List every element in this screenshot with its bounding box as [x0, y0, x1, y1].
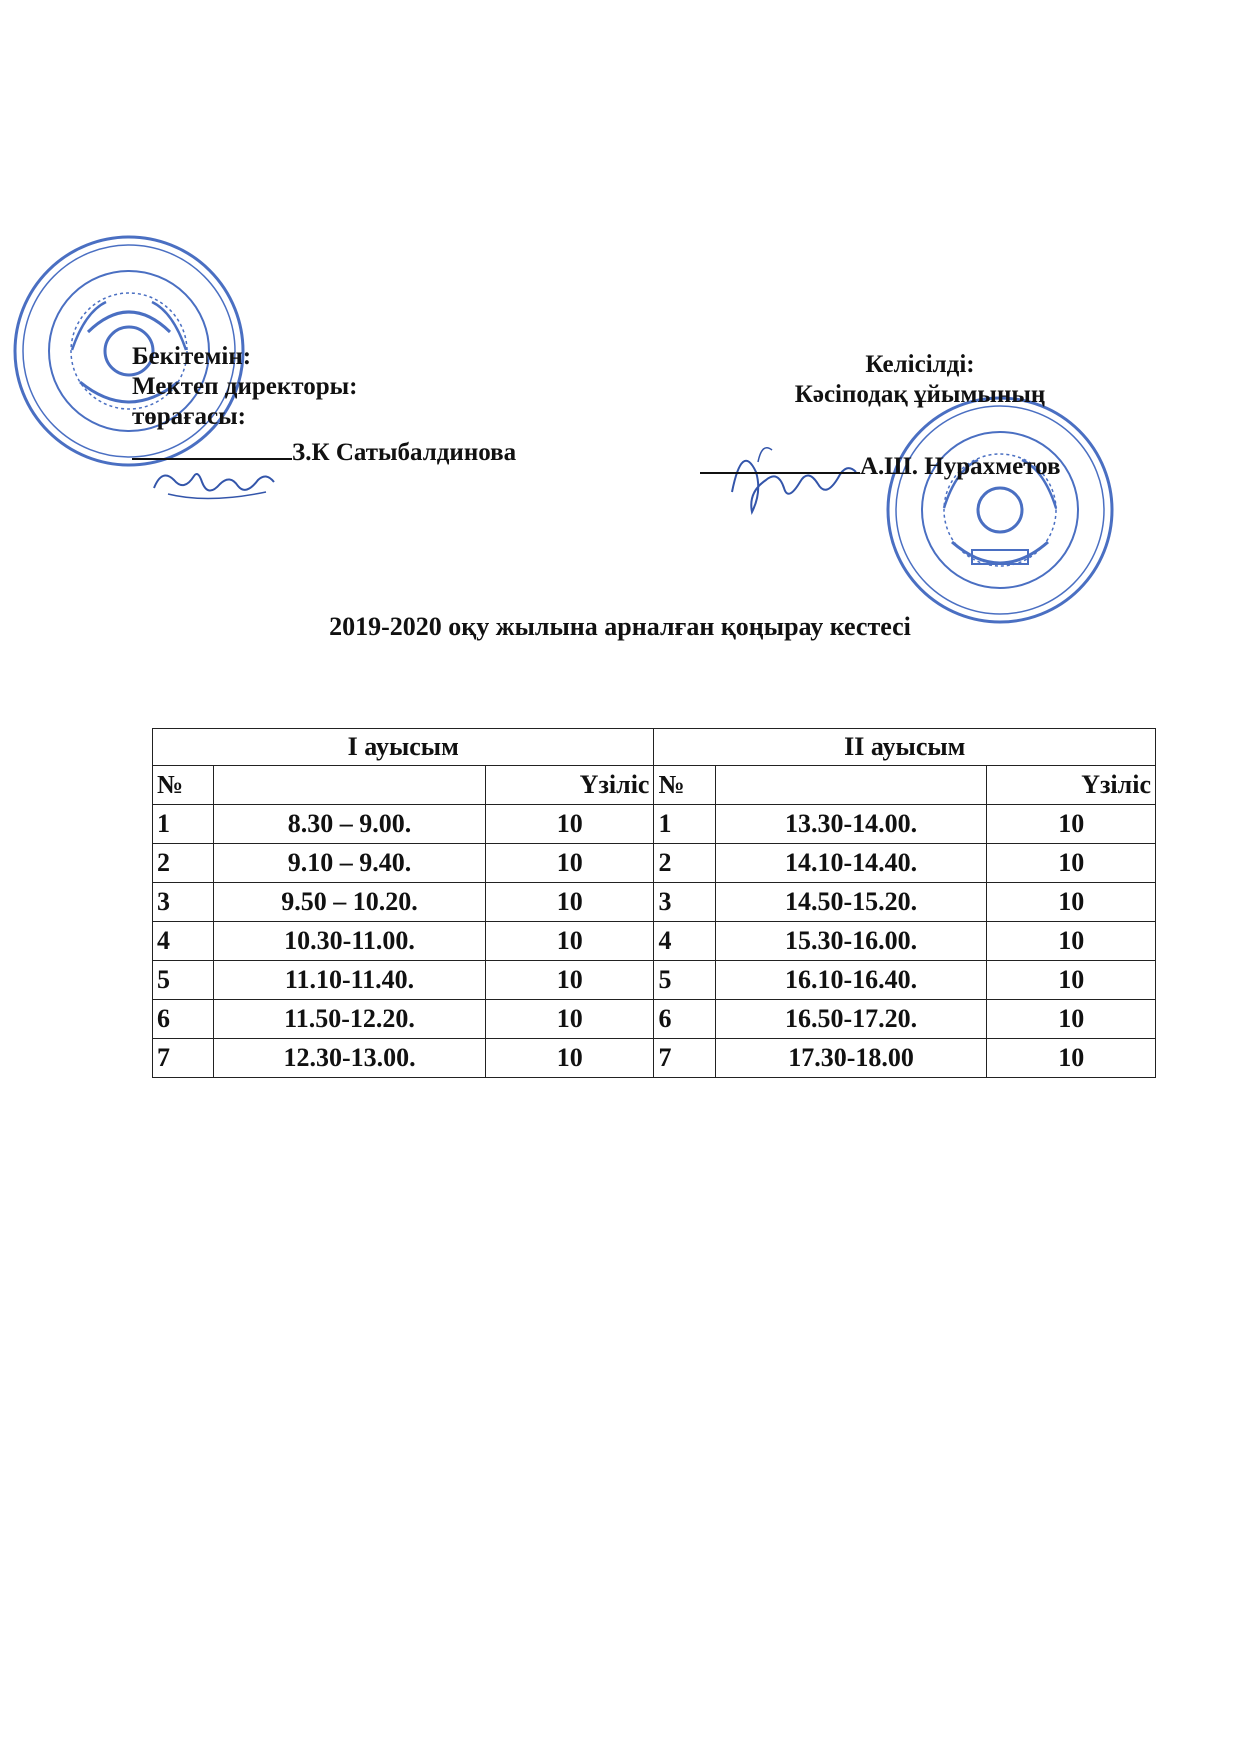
agree-position: Кәсіподақ ұйымының [794, 381, 1046, 408]
lesson-number: 4 [153, 922, 214, 961]
lesson-number: 5 [153, 961, 214, 1000]
lesson-time: 10.30-11.00. [214, 922, 486, 961]
lesson-number: 1 [153, 805, 214, 844]
document-title: 2019-2020 оқу жылына арналған қоңырау кестесі [329, 612, 911, 641]
lesson-number: 6 [654, 1000, 715, 1039]
lesson-time: 16.50-17.20. [715, 1000, 987, 1039]
break-minutes: 10 [987, 1000, 1156, 1039]
approve-position-line2: төрағасы: [132, 403, 246, 430]
break-minutes: 10 [987, 922, 1156, 961]
num-header: № [654, 766, 715, 805]
table-row [153, 883, 1156, 922]
table-row [153, 922, 1156, 961]
bell-schedule-table [152, 728, 1156, 1078]
shift-1-header: І ауысым [153, 729, 654, 766]
approve-position-line1: Мектеп директоры: [132, 373, 358, 400]
lesson-time: 8.30 – 9.00. [214, 805, 486, 844]
num-header: № [153, 766, 214, 805]
lesson-time: 12.30-13.00. [214, 1039, 486, 1078]
signature-blank [700, 446, 860, 474]
column-header-row [153, 766, 1156, 805]
table-row [153, 1000, 1156, 1039]
approve-label: Бекітемін: [132, 343, 252, 370]
signature-blank [132, 432, 292, 460]
lesson-time: 11.50-12.20. [214, 1000, 486, 1039]
table-row [153, 844, 1156, 883]
lesson-time: 9.50 – 10.20. [214, 883, 486, 922]
break-minutes: 10 [987, 961, 1156, 1000]
lesson-number: 2 [153, 844, 214, 883]
lesson-time: 11.10-11.40. [214, 961, 486, 1000]
shift-header-row [153, 729, 1156, 766]
break-minutes: 10 [987, 805, 1156, 844]
lesson-time: 9.10 – 9.40. [214, 844, 486, 883]
lesson-number: 1 [654, 805, 715, 844]
break-header: Үзіліс [485, 766, 654, 805]
agree-signatory: А.Ш. Нурахметов [860, 453, 1061, 480]
approval-block [132, 342, 516, 468]
lesson-time: 14.10-14.40. [715, 844, 987, 883]
approve-signature-line [132, 432, 516, 468]
lesson-number: 2 [654, 844, 715, 883]
break-minutes: 10 [987, 1039, 1156, 1078]
agreement-block [700, 350, 1140, 482]
break-minutes: 10 [987, 883, 1156, 922]
break-minutes: 10 [485, 1000, 654, 1039]
lesson-number: 3 [153, 883, 214, 922]
break-minutes: 10 [485, 922, 654, 961]
table-row [153, 961, 1156, 1000]
break-minutes: 10 [485, 1039, 654, 1078]
lesson-time: 13.30-14.00. [715, 805, 987, 844]
lesson-number: 7 [153, 1039, 214, 1078]
lesson-time: 17.30-18.00 [715, 1039, 987, 1078]
lesson-number: 4 [654, 922, 715, 961]
approve-signatory: З.К Сатыбалдинова [292, 439, 517, 466]
lesson-time: 14.50-15.20. [715, 883, 987, 922]
break-minutes: 10 [485, 883, 654, 922]
lesson-number: 5 [654, 961, 715, 1000]
break-minutes: 10 [987, 844, 1156, 883]
break-minutes: 10 [485, 961, 654, 1000]
lesson-time: 16.10-16.40. [715, 961, 987, 1000]
lesson-number: 3 [654, 883, 715, 922]
shift-2-header: ІІ ауысым [654, 729, 1156, 766]
lesson-number: 6 [153, 1000, 214, 1039]
table-row [153, 805, 1156, 844]
table-row [153, 1039, 1156, 1078]
agree-signature-line [700, 446, 1140, 482]
lesson-number: 7 [654, 1039, 715, 1078]
break-minutes: 10 [485, 805, 654, 844]
break-header: Үзіліс [987, 766, 1156, 805]
time-header [214, 766, 486, 805]
agree-label: Келісілді: [865, 351, 975, 378]
lesson-time: 15.30-16.00. [715, 922, 987, 961]
break-minutes: 10 [485, 844, 654, 883]
time-header [715, 766, 987, 805]
